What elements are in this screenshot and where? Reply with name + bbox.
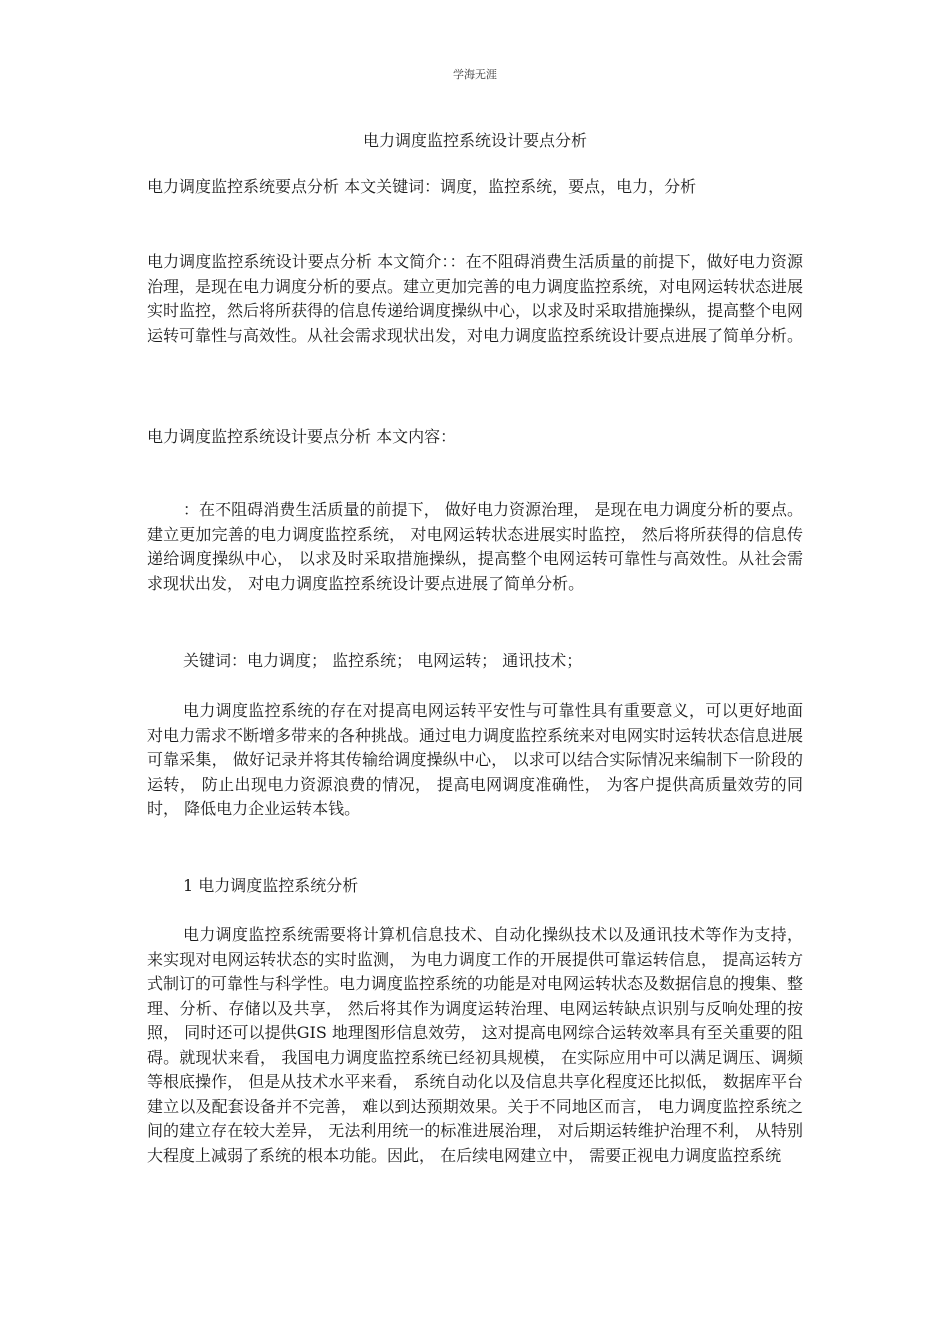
abstract-paragraph: ：在不阻碍消费生活质量的前提下， 做好电力资源治理， 是现在电力调度分析的要点。建立更加完善的电力调度监控系统， 对电网运转状态进展实时监控， 然后将所获得的信息传递给调度操纵中心， 以求及时采取措施操纵，提高整个电网运转可靠性与高效性。从社会需求现状出发， 对电力调度监控系统设计要点进展了简单分析。 xyxy=(147,500,803,593)
document-title: 电力调度监控系统设计要点分析 xyxy=(362,131,587,150)
page-header: 学海无涯 xyxy=(453,68,497,81)
content-heading: 电力调度监控系统设计要点分析 本文内容： xyxy=(147,427,457,446)
section-heading-1: 1 电力调度监控系统分析 xyxy=(183,876,359,895)
keywords-line: 电力调度监控系统要点分析 本文关键词：调度，监控系统，要点，电力，分析 xyxy=(147,177,697,196)
intro-paragraph: 电力调度监控系统设计要点分析 本文简介：：在不阻碍消费生活质量的前提下，做好电力资源治理，是现在电力调度分析的要点。建立更加完善的电力调度监控系统，对电网运转状态进展实时监控，然后将所获得的信息传递给调度操纵中心，以求及时采取措施操纵，提高整个电网运转可靠性与高效性。从社会需求现状出发，对电力调度监控系统设计要点进展了简单分析。 xyxy=(147,252,804,345)
body-paragraph-1: 电力调度监控系统的存在对提高电网运转平安性与可靠性具有重要意义，可以更好地面对电力需求不断增多带来的各种挑战。通过电力调度监控系统来对电网实时运转状态信息进展可靠采集， 做好记录并将其传输给调度操纵中心， 以求可以结合实际情况来编制下一阶段的运转， 防止出现电力资源浪费的情况， 提高电网调度准确性， 为客户提供高质量效劳的同时， 降低电力企业运转本钱。 xyxy=(147,701,804,818)
body-paragraph-2: 电力调度监控系统需要将计算机信息技术、自动化操纵技术以及通讯技术等作为支持， 来实现对电网运转状态的实时监测， 为电力调度工作的开展提供可靠运转信息， 提高运转方式制订的可靠性与科学性。电力调度监控系统的功能是对电网运转状态及数据信息的搜集、整理、分析、存储以及共享， 然后将其作为调度运转治理、电网运转缺点识别与反响处理的按照， 同时还可以提供GIS 地理图形信息效劳， 这对提高电网综合运转效率具有至关重要的阻碍。就现状来看， 我国电力调度监控系统已经初具规模， 在实际应用中可以满足调压、调频等根底操作， 但是从技术水平来看， 系统自动化以及信息共享化程度还比拟低， 数据库平台建立以及配套设备并不完善， 难以到达预期效果。关于不同地区而言， 电力调度监控系统之间的建立存在较大差异， 无法利用统一的标准进展治理， 对后期运转维护治理不利， 从特别大程度上减弱了系统的根本功能。因此， 在后续电网建立中， 需要正视电力调度监控系统 xyxy=(147,925,804,1165)
keywords-paragraph: 关键词：电力调度； 监控系统； 电网运转； 通讯技术； xyxy=(183,651,583,670)
